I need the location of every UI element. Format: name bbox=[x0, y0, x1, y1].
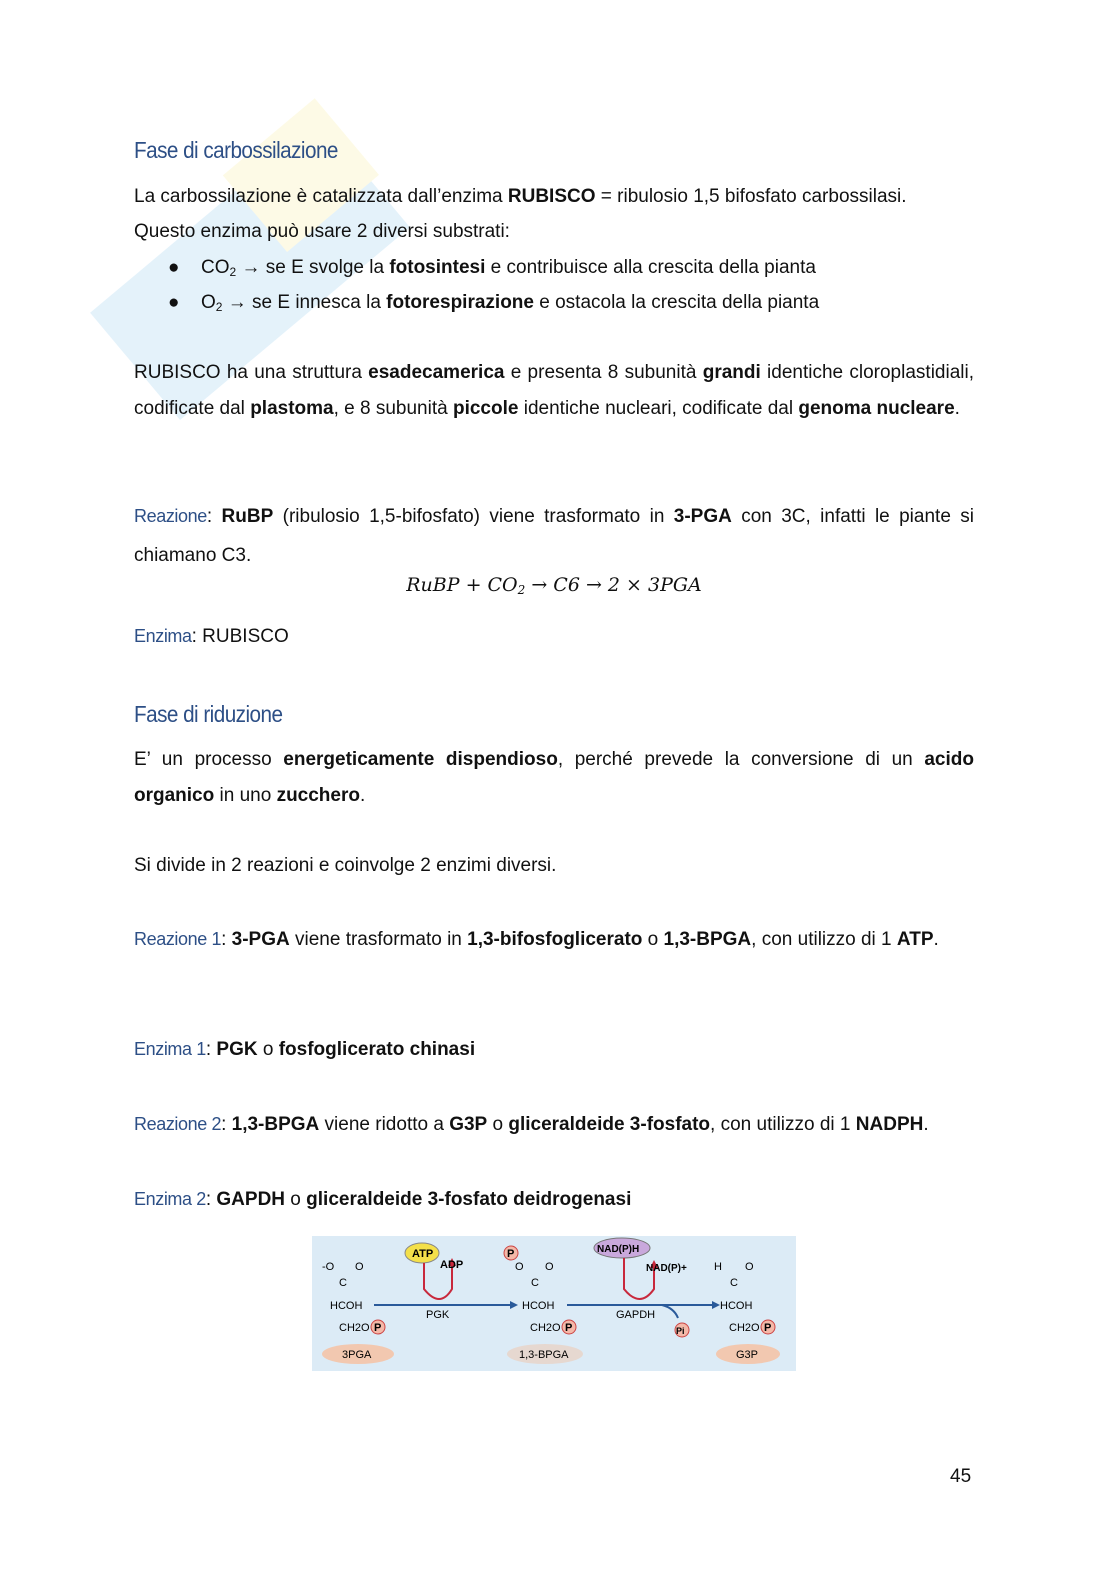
text-segment: , con utilizzo di 1 bbox=[751, 929, 897, 950]
paragraph-riduzione-intro bbox=[134, 742, 974, 814]
nadp-label: NAD(P)+ bbox=[646, 1263, 687, 1274]
text-segment: viene ridotto a bbox=[319, 1114, 450, 1135]
phosphate-label: P bbox=[565, 1322, 573, 1334]
paragraph-enzyme1 bbox=[134, 1031, 974, 1068]
atom-label: C bbox=[730, 1277, 738, 1289]
text-segment: , e 8 subunità bbox=[333, 398, 453, 419]
equation bbox=[0, 574, 1108, 596]
atom-label: O bbox=[355, 1261, 364, 1273]
page-number: 45 bbox=[950, 1466, 972, 1487]
section-heading-riduzione: Fase di riduzione bbox=[134, 701, 283, 727]
text-segment: = ribulosio 1,5 bifosfato carbossilasi. bbox=[595, 186, 907, 207]
text-segment: Questo enzima può usare 2 diversi substrati: bbox=[134, 221, 510, 242]
text-segment: identiche cloroplastidiali, codificate dal bbox=[134, 362, 974, 419]
text-segment: 2 bbox=[229, 265, 237, 279]
text-segment: o bbox=[642, 929, 664, 950]
text-segment: o bbox=[487, 1114, 509, 1135]
text-segment: e contribuisce alla crescita della pianta bbox=[485, 257, 816, 278]
text-segment: o bbox=[257, 1039, 279, 1060]
text-segment: La carbossilazione è catalizzata dall’enzima bbox=[134, 186, 508, 207]
bold-term: grandi bbox=[702, 362, 761, 383]
text-segment: → se E svolge la bbox=[236, 257, 390, 278]
paragraph-substrates bbox=[134, 214, 974, 250]
phosphate-label: P bbox=[374, 1322, 382, 1334]
bold-term: gliceraldeide 3-fosfato bbox=[508, 1114, 711, 1135]
bold-term: GAPDH bbox=[216, 1189, 286, 1210]
bold-term: fotosintesi bbox=[389, 257, 486, 278]
text-segment: , con utilizzo di 1 bbox=[710, 1114, 856, 1135]
text-segment: → se E innesca la bbox=[222, 292, 387, 313]
atom-label: -O bbox=[322, 1261, 335, 1273]
bullet-text bbox=[201, 285, 819, 321]
atom-label: HCOH bbox=[522, 1300, 555, 1312]
text-segment: . bbox=[954, 398, 960, 419]
paragraph-reaction2 bbox=[134, 1106, 974, 1143]
paragraph-enzyme bbox=[134, 618, 974, 655]
text-segment: : bbox=[221, 1114, 232, 1135]
bold-term: G3P bbox=[449, 1114, 488, 1135]
bold-term: 1,3-bifosfoglicerato bbox=[467, 929, 643, 950]
paragraph-structure bbox=[134, 355, 974, 427]
bold-term: 3-PGA bbox=[231, 929, 290, 950]
text-segment: : bbox=[221, 929, 232, 950]
inline-label: Reazione 1 bbox=[134, 929, 222, 949]
pi-label: Pi bbox=[676, 1326, 685, 1336]
bullet-icon: ● bbox=[168, 257, 180, 278]
atom-label: H bbox=[714, 1261, 722, 1273]
text-segment: identiche nucleari, codificate dal bbox=[518, 398, 799, 419]
atom-label: O bbox=[745, 1261, 754, 1273]
paragraph-enzyme2 bbox=[134, 1181, 974, 1218]
section-heading-carbossilazione: Fase di carbossilazione bbox=[134, 137, 338, 163]
bold-term: esadecamerica bbox=[368, 362, 505, 383]
text-segment: : bbox=[205, 1039, 217, 1060]
bold-term: 1,3-BPGA bbox=[663, 929, 752, 950]
text-segment: , perché prevede la conversione di un bbox=[557, 749, 925, 770]
bold-term: 1,3-BPGA bbox=[231, 1114, 320, 1135]
adp-label: ADP bbox=[440, 1259, 464, 1271]
molecule-label-3pga: 3PGA bbox=[342, 1349, 372, 1361]
phosphate-label: P bbox=[507, 1248, 515, 1260]
equation-sub: 2 bbox=[517, 583, 526, 597]
bold-term: genoma nucleare bbox=[798, 398, 955, 419]
bold-term: plastoma bbox=[250, 398, 334, 419]
atom-label: O bbox=[545, 1261, 554, 1273]
atom-label: CH2O bbox=[530, 1322, 561, 1334]
paragraph-reaction1 bbox=[134, 920, 974, 959]
inline-label: Enzima bbox=[134, 626, 192, 646]
text-segment: RUBISCO ha una struttura bbox=[134, 362, 369, 383]
bold-term: RUBISCO bbox=[507, 186, 596, 207]
nadph-label: NAD(P)H bbox=[597, 1244, 640, 1255]
text-segment: : bbox=[205, 1189, 217, 1210]
enzyme-label-gapdh: GAPDH bbox=[616, 1309, 656, 1321]
enzyme-label-pgk: PGK bbox=[426, 1309, 450, 1321]
atom-label: HCOH bbox=[330, 1300, 363, 1312]
bold-term: acido organico bbox=[134, 749, 974, 806]
equation-right: → C6 → 2 × 3PGA bbox=[525, 574, 702, 596]
bullet-icon: ● bbox=[168, 292, 180, 313]
atom-label: O bbox=[515, 1261, 524, 1273]
text-segment: . bbox=[359, 785, 366, 806]
text-segment: . bbox=[933, 929, 939, 950]
inline-label: Enzima 2 bbox=[134, 1189, 206, 1209]
text-segment: (ribulosio 1,5-bifosfato) viene trasformato in bbox=[273, 506, 674, 527]
bold-term: piccole bbox=[452, 398, 519, 419]
text-segment: CO bbox=[201, 257, 230, 278]
text-segment: Si divide in 2 reazioni e coinvolge 2 enzimi diversi. bbox=[134, 855, 557, 876]
text-segment: O bbox=[201, 292, 216, 313]
bold-term: zucchero bbox=[276, 785, 360, 806]
bold-term: ATP bbox=[896, 929, 934, 950]
text-segment: : RUBISCO bbox=[191, 626, 289, 647]
atom-label: C bbox=[339, 1277, 347, 1289]
text-segment: . bbox=[923, 1114, 929, 1135]
atom-label: CH2O bbox=[339, 1322, 370, 1334]
text-segment: in uno bbox=[214, 785, 277, 806]
inline-label: Reazione bbox=[134, 506, 207, 526]
text-segment: 2 bbox=[215, 300, 223, 314]
text-segment: e presenta 8 subunità bbox=[504, 362, 703, 383]
text-segment: con 3C, infatti le piante si chiamano C3. bbox=[134, 506, 974, 566]
text-segment: E’ un processo bbox=[134, 749, 284, 770]
atp-label: ATP bbox=[412, 1248, 434, 1260]
text-segment: o bbox=[285, 1189, 307, 1210]
bold-term: RuBP bbox=[221, 506, 274, 527]
bold-term: fotorespirazione bbox=[386, 292, 534, 313]
calvin-reduction-figure bbox=[312, 1234, 796, 1371]
bold-term: fosfoglicerato chinasi bbox=[278, 1039, 476, 1060]
bullet-text bbox=[201, 250, 816, 286]
paragraph-intro bbox=[134, 179, 974, 215]
bold-term: 3-PGA bbox=[673, 506, 732, 527]
paragraph-riduzione-divide bbox=[134, 848, 974, 884]
paragraph-reaction bbox=[134, 497, 974, 575]
molecule-label-bpga: 1,3-BPGA bbox=[519, 1349, 569, 1361]
atom-label: CH2O bbox=[729, 1322, 760, 1334]
text-segment: e ostacola la crescita della pianta bbox=[533, 292, 820, 313]
equation-left: RuBP + CO bbox=[406, 574, 518, 596]
phosphate-label: P bbox=[764, 1322, 772, 1334]
atom-label: C bbox=[531, 1277, 539, 1289]
text-segment: : bbox=[206, 506, 222, 527]
bold-term: energeticamente dispendioso bbox=[283, 749, 558, 770]
text-segment: viene trasformato in bbox=[289, 929, 468, 950]
bold-term: NADPH bbox=[855, 1114, 924, 1135]
inline-label: Reazione 2 bbox=[134, 1114, 222, 1134]
molecule-label-g3p: G3P bbox=[736, 1349, 759, 1361]
bold-term: PGK bbox=[216, 1039, 258, 1060]
atom-label: HCOH bbox=[720, 1300, 753, 1312]
inline-label: Enzima 1 bbox=[134, 1039, 206, 1059]
bold-term: gliceraldeide 3-fosfato deidrogenasi bbox=[306, 1189, 632, 1210]
